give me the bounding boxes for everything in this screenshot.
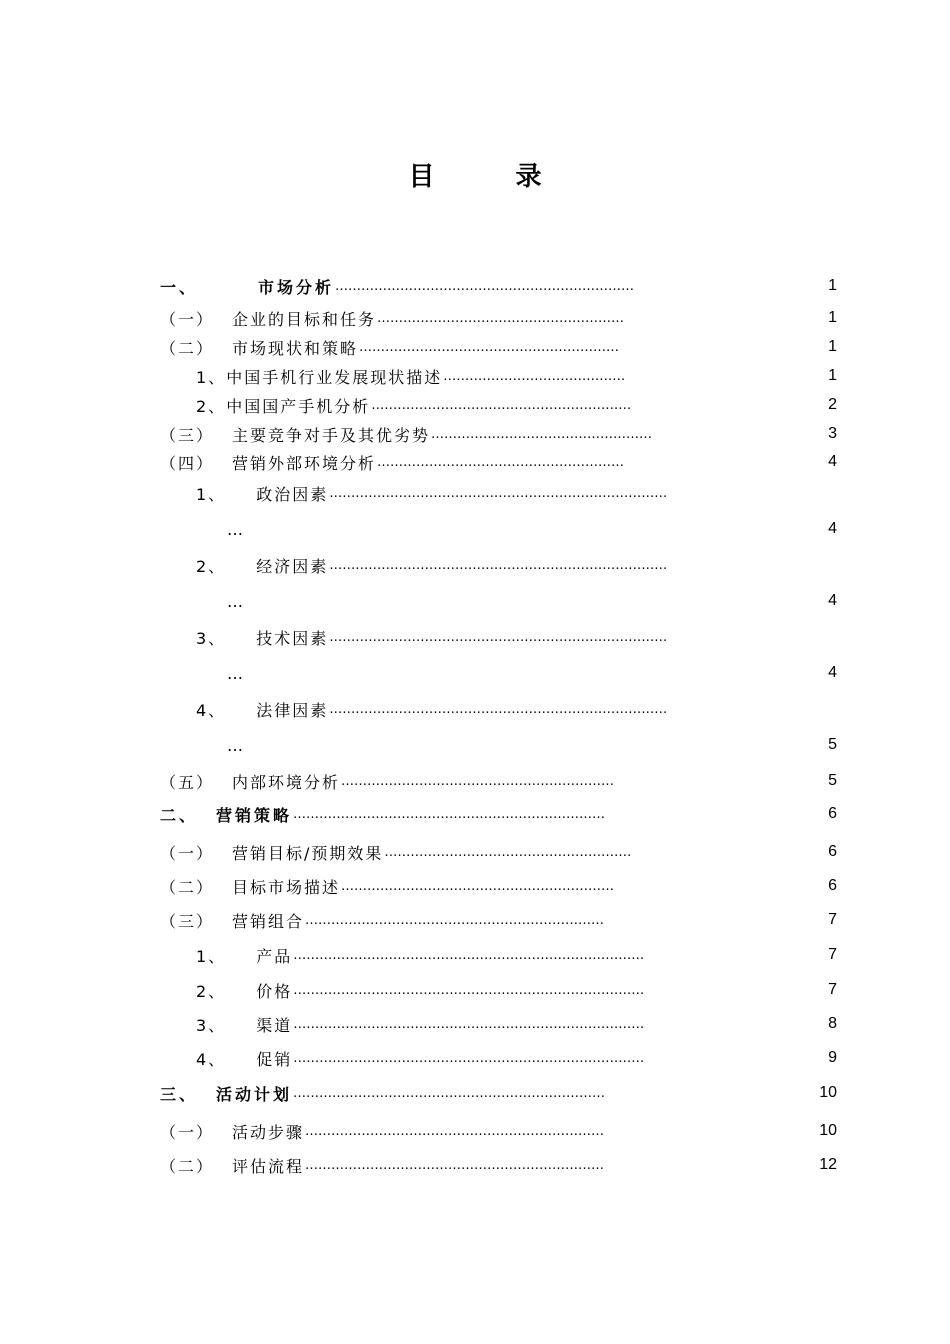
toc-number: （一）	[160, 1122, 215, 1142]
toc-entry[interactable]	[196, 943, 837, 967]
toc-entry-continuation	[227, 517, 837, 541]
toc-title: 产品	[256, 946, 293, 966]
toc-number: （二）	[160, 338, 215, 358]
toc-title: 目标市场描述	[232, 877, 341, 897]
toc-entry[interactable]	[160, 1153, 837, 1177]
toc-leader: ……………………………………………………………	[305, 912, 605, 928]
toc-entry[interactable]	[196, 1046, 837, 1070]
toc-title: 营销外部环境分析	[232, 453, 377, 473]
toc-entry[interactable]	[160, 450, 837, 474]
toc-number: 1、	[196, 946, 227, 966]
toc-number: 3、	[196, 1015, 227, 1035]
toc-entry-continuation	[227, 589, 837, 613]
toc-leader: …………………………………………………	[377, 454, 625, 470]
toc-entry[interactable]	[160, 769, 837, 793]
toc-page-number: 4	[828, 592, 837, 609]
toc-leader: …………………………………………………	[377, 310, 625, 326]
toc-page-number: 10	[819, 1084, 837, 1101]
toc-number: 2、	[196, 981, 227, 1001]
toc-entry[interactable]	[160, 802, 837, 826]
toc-page-number: 1	[828, 367, 837, 384]
toc-entry-continuation	[227, 661, 837, 685]
toc-entry[interactable]	[160, 422, 837, 446]
toc-entry[interactable]	[160, 274, 837, 298]
toc-title: 法律因素	[256, 700, 329, 720]
toc-title: 中国国产手机分析	[226, 396, 371, 416]
toc-title: 活动计划	[216, 1084, 293, 1104]
toc-title: 中国手机行业发展现状描述	[226, 367, 443, 387]
toc-title: 营销策略	[216, 805, 293, 825]
toc-leader: ……………………………………	[443, 368, 626, 384]
toc-title: 技术因素	[256, 628, 329, 648]
toc-entry[interactable]	[160, 1081, 837, 1105]
toc-entry[interactable]	[196, 481, 837, 505]
toc-entry[interactable]	[196, 364, 837, 388]
toc-entry[interactable]	[196, 553, 837, 577]
toc-page-number: 6	[828, 805, 837, 822]
toc-page-number: 6	[828, 843, 837, 860]
toc-title: 促销	[256, 1049, 293, 1069]
toc-leader: …	[227, 591, 243, 611]
toc-page-number: 9	[828, 1049, 837, 1066]
toc-page-number: 4	[828, 453, 837, 470]
toc-entry[interactable]	[160, 840, 837, 864]
toc-number: 三、	[160, 1084, 199, 1104]
toc-entry[interactable]	[160, 874, 837, 898]
toc-page-number: 1	[828, 277, 837, 294]
toc-number: （一）	[160, 843, 215, 863]
toc-leader: ……………………………………………	[431, 426, 653, 442]
toc-number: 二、	[160, 805, 199, 825]
toc-leader: ………………………………………………………	[341, 773, 615, 789]
toc-page-number: 5	[828, 736, 837, 753]
toc-leader: ………………………………………………………………	[293, 1085, 606, 1101]
toc-leader: ……………………………………………………………	[335, 278, 635, 294]
toc-number: 2、	[196, 396, 227, 416]
toc-title: 市场现状和策略	[232, 338, 359, 358]
toc-number: 1、	[196, 484, 227, 504]
toc-leader: ………………………………………………………	[341, 878, 615, 894]
toc-number: 3、	[196, 628, 227, 648]
toc-title: 评估流程	[232, 1156, 305, 1176]
toc-number: 1、	[196, 367, 227, 387]
toc-page-number: 4	[828, 664, 837, 681]
toc-page-number: 8	[828, 1015, 837, 1032]
toc-number: （三）	[160, 911, 215, 931]
toc-leader: …	[227, 735, 243, 755]
toc-number: （三）	[160, 425, 215, 445]
toc-page-number: 3	[828, 425, 837, 442]
toc-leader: ……………………………………………………………………	[329, 701, 668, 717]
toc-title: 经济因素	[256, 556, 329, 576]
toc-page-number: 7	[828, 946, 837, 963]
toc-number: 4、	[196, 1049, 227, 1069]
toc-page-number: 6	[828, 877, 837, 894]
toc-entry[interactable]	[196, 625, 837, 649]
toc-leader: ……………………………………………………………………	[329, 629, 668, 645]
toc-page-number: 4	[828, 520, 837, 537]
toc-number: 4、	[196, 700, 227, 720]
toc-entry[interactable]	[160, 335, 837, 359]
toc-leader: ……………………………………………………………	[305, 1157, 605, 1173]
toc-number: （一）	[160, 309, 215, 329]
toc-leader: …	[227, 663, 243, 683]
toc-entry-continuation	[227, 733, 837, 757]
toc-entry[interactable]	[196, 1012, 837, 1036]
toc-page-number: 7	[828, 981, 837, 998]
toc-leader: ………………………………………………………………………	[293, 1050, 645, 1066]
toc-entry[interactable]	[196, 697, 837, 721]
toc-title: 活动步骤	[232, 1122, 305, 1142]
toc-leader: ……………………………………………………	[371, 397, 632, 413]
toc-title: 营销目标/预期效果	[232, 843, 384, 863]
toc-number: （五）	[160, 772, 215, 792]
toc-page-number: 5	[828, 772, 837, 789]
page-title: 目 录	[408, 162, 578, 192]
toc-page-number: 1	[828, 338, 837, 355]
toc-leader: ……………………………………………………………	[305, 1123, 605, 1139]
toc-title: 价格	[256, 981, 293, 1001]
toc-leader: ……………………………………………………	[359, 339, 620, 355]
toc-page-number: 1	[828, 309, 837, 326]
toc-entry[interactable]	[196, 393, 837, 417]
toc-page-number: 7	[828, 911, 837, 928]
toc-title: 政治因素	[256, 484, 329, 504]
toc-number: 2、	[196, 556, 227, 576]
toc-leader: ………………………………………………………………………	[293, 982, 645, 998]
toc-title: 市场分析	[258, 277, 335, 297]
toc-title: 企业的目标和任务	[232, 309, 377, 329]
toc-title: 内部环境分析	[232, 772, 341, 792]
toc-title: 渠道	[256, 1015, 293, 1035]
toc-entry[interactable]	[160, 908, 837, 932]
toc-number: （四）	[160, 453, 215, 473]
toc-page-number: 10	[819, 1122, 837, 1139]
toc-leader: ………………………………………………………………………	[293, 947, 645, 963]
toc-leader: …	[227, 519, 243, 539]
toc-leader: …………………………………………………	[384, 844, 632, 860]
toc-title: 主要竞争对手及其优劣势	[232, 425, 431, 445]
toc-number: （二）	[160, 1156, 215, 1176]
toc-title: 营销组合	[232, 911, 305, 931]
toc-leader: ………………………………………………………………	[293, 806, 606, 822]
toc-leader: ……………………………………………………………………	[329, 485, 668, 501]
toc-leader: ………………………………………………………………………	[293, 1016, 645, 1032]
toc-page-number: 2	[828, 396, 837, 413]
toc-number: （二）	[160, 877, 215, 897]
toc-page-number: 12	[819, 1156, 837, 1173]
toc-entry[interactable]	[160, 306, 837, 330]
toc-entry[interactable]	[196, 978, 837, 1002]
toc-leader: ……………………………………………………………………	[329, 557, 668, 573]
toc-number: 一、	[160, 277, 199, 297]
toc-entry[interactable]	[160, 1119, 837, 1143]
